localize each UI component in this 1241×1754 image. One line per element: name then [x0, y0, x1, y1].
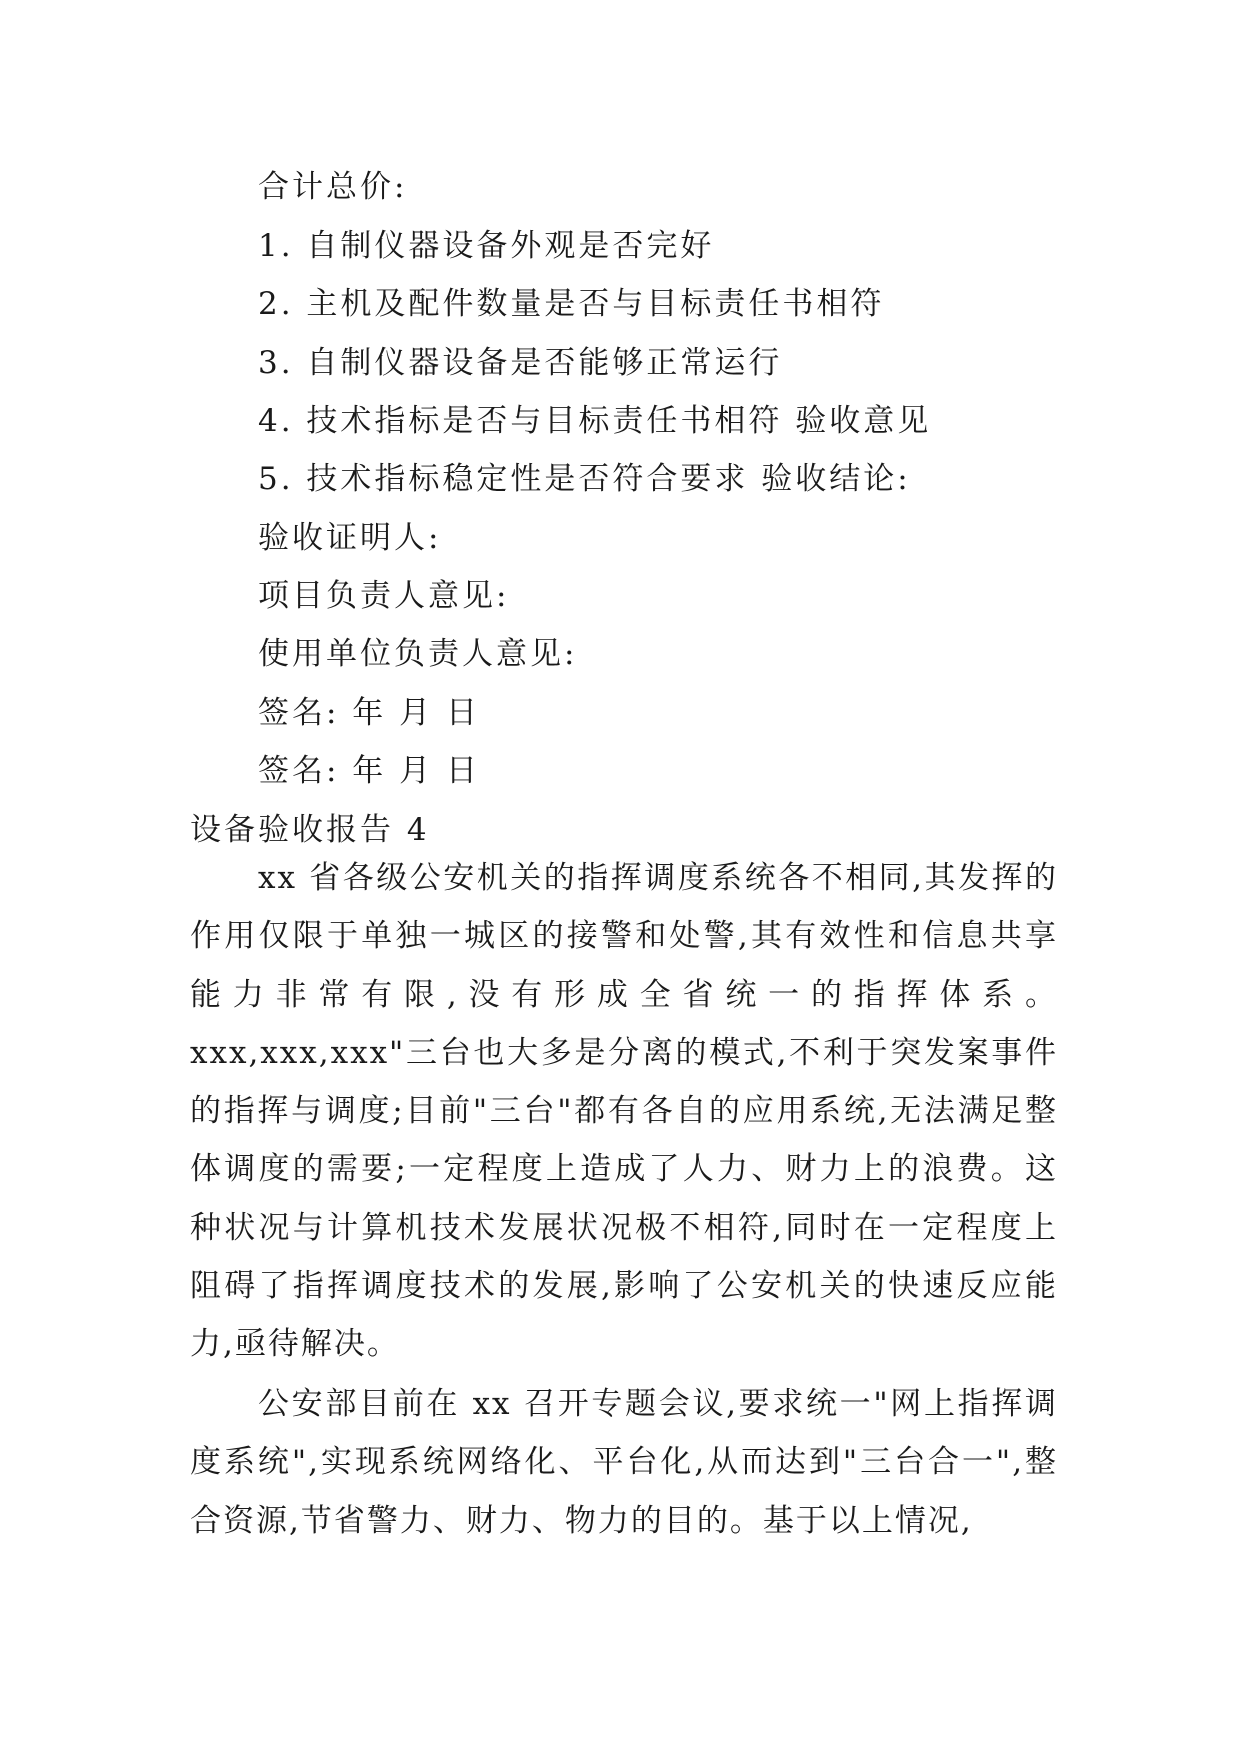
- signature-date-line-2: 签名: 年 月 日: [258, 753, 481, 789]
- checklist-item-2: 2. 主机及配件数量是否与目标责任书相符: [258, 286, 885, 322]
- user-unit-leader-opinion-line: 使用单位负责人意见:: [258, 636, 578, 672]
- section-title: 设备验收报告 4: [190, 812, 430, 848]
- checklist-item-5: 5. 技术指标稳定性是否符合要求 验收结论:: [258, 461, 911, 497]
- checklist-item-4: 4. 技术指标是否与目标责任书相符 验收意见: [258, 403, 932, 439]
- checklist-item-1: 1. 自制仪器设备外观是否完好: [258, 228, 715, 264]
- body-paragraph-1: xx 省各级公安机关的指挥调度系统各不相同,其发挥的作用仅限于单独一城区的接警和处警,其有效性和信息共享能力非常有限,没有形成全省统一的指挥体系。xxx,xxx,xxx"三台也大多是分离的模式,不利于突发案事件的指挥与调度;目前"三台"都有各自的应用系统,无法满足整体调度的需要;一定程度上造成了人力、财力上的浪费。这种状况与计算机技术发展状况极不相符,同时在一定程度上阻碍了指挥调度技术的发展,影响了公安机关的快速反应能力,亟待解决。: [190, 860, 1058, 1363]
- checklist-item-3: 3. 自制仪器设备是否能够正常运行: [258, 345, 783, 381]
- project-leader-opinion-line: 项目负责人意见:: [258, 578, 510, 614]
- body-paragraph-2: 公安部目前在 xx 召开专题会议,要求统一"网上指挥调度系统",实现系统网络化、平台化,从而达到"三台合一",整合资源,节省警力、财力、物力的目的。基于以上情况,: [190, 1386, 1058, 1539]
- signature-date-line-1: 签名: 年 月 日: [258, 695, 481, 731]
- total-price-line: 合计总价:: [258, 169, 408, 205]
- acceptance-witness-line: 验收证明人:: [258, 520, 442, 556]
